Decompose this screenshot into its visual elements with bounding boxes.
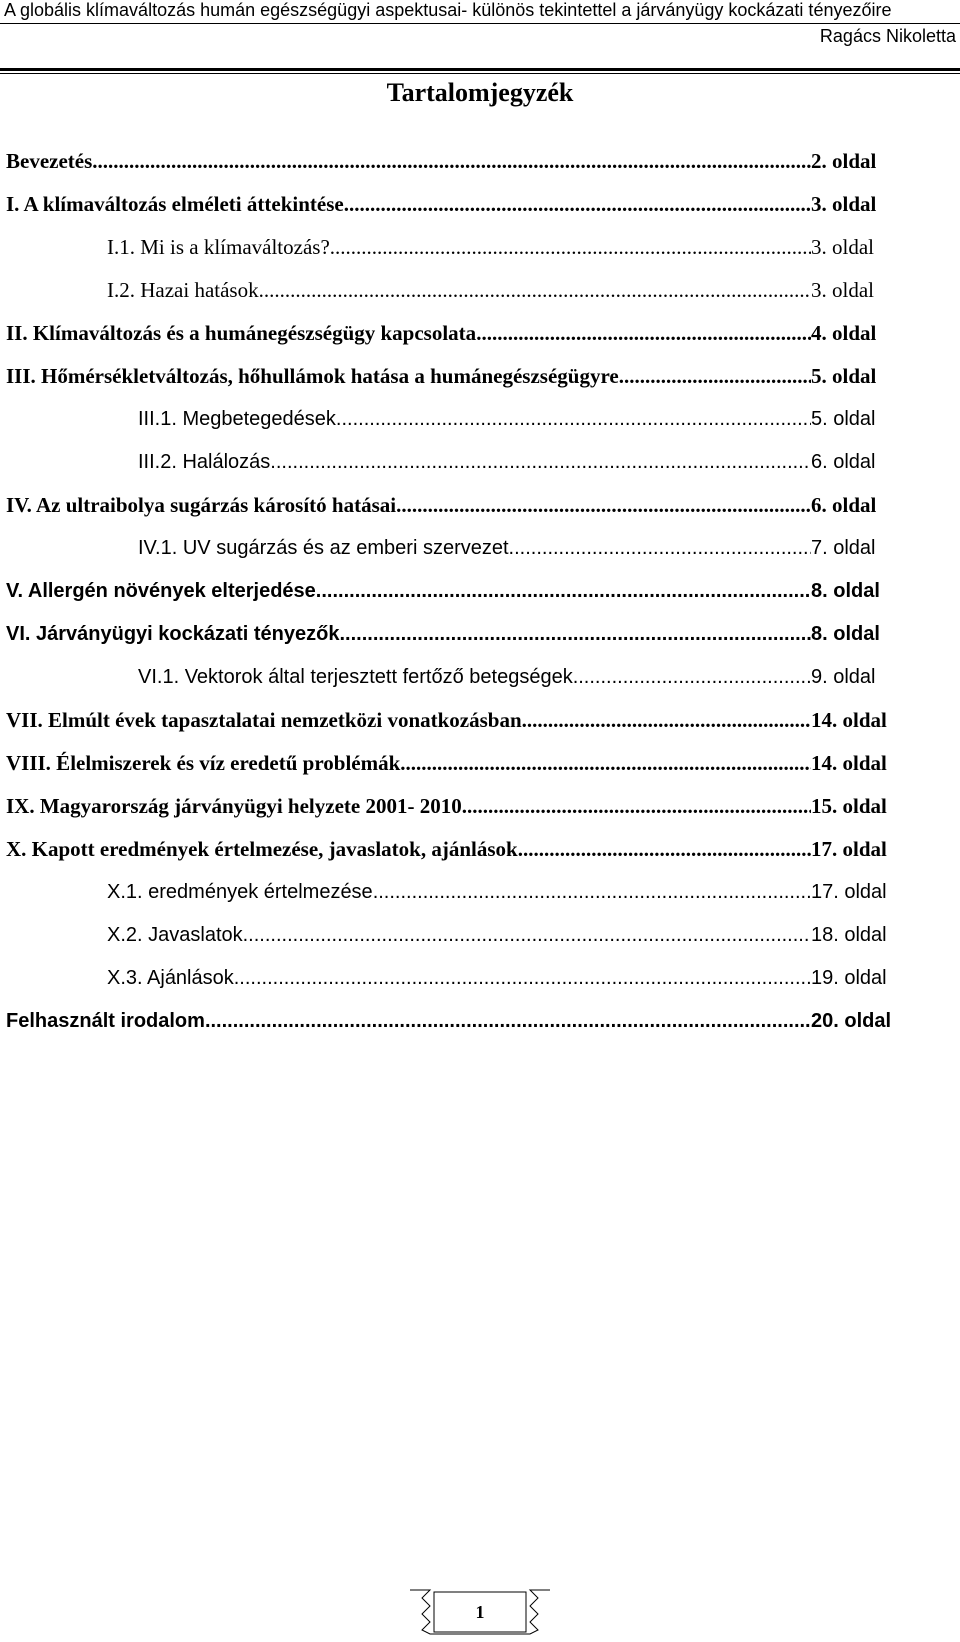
toc-leader-dots	[234, 967, 811, 990]
toc-entry-page: 6. oldal	[811, 450, 876, 473]
toc-leader-dots	[373, 881, 811, 904]
toc-entry[interactable]	[6, 832, 933, 866]
toc-entry[interactable]	[138, 660, 933, 694]
toc-entry[interactable]	[6, 316, 933, 350]
page-number-badge	[410, 1588, 550, 1636]
toc-entry-page: 2. oldal	[811, 148, 877, 173]
toc-entry-page: 7. oldal	[811, 536, 876, 559]
header-divider	[0, 23, 960, 24]
toc-entry[interactable]	[107, 273, 933, 307]
toc-entry-page: 6. oldal	[811, 492, 877, 517]
toc-entry-label: II. Klímaváltozás és a humánegészségügy kapcsolata	[6, 320, 477, 345]
header-rule-thick	[0, 68, 960, 71]
toc-leader-dots	[509, 537, 811, 560]
toc-entry-page: 3. oldal	[811, 234, 874, 259]
toc-entry[interactable]	[107, 230, 933, 264]
toc-leader-dots	[522, 708, 811, 733]
toc-entry-page: 14. oldal	[811, 750, 887, 775]
header-rule-thin	[0, 73, 960, 74]
toc-entry-label: X.3. Ajánlások	[107, 966, 234, 989]
toc-entry-page: 15. oldal	[811, 793, 887, 818]
toc-leader-dots	[619, 364, 811, 389]
toc-entry-label: Bevezetés	[6, 148, 93, 173]
toc-entry[interactable]	[6, 703, 933, 737]
toc-entry[interactable]	[138, 402, 933, 436]
toc-entry-label: IV.1. UV sugárzás és az emberi szervezet	[138, 536, 509, 559]
toc-leader-dots	[330, 235, 811, 260]
toc-entry-label: III.2. Halálozás	[138, 450, 271, 473]
toc-entry-label: I.2. Hazai hatások	[107, 277, 259, 302]
toc-entry-page: 18. oldal	[811, 923, 887, 946]
toc-entry-page: 4. oldal	[811, 320, 877, 345]
toc-entry-page: 3. oldal	[811, 191, 877, 216]
toc-entry[interactable]	[6, 144, 933, 178]
toc-leader-dots	[336, 408, 811, 431]
toc-leader-dots	[205, 1010, 811, 1033]
toc-leader-dots	[340, 623, 812, 646]
toc-entry[interactable]	[6, 1004, 933, 1038]
toc-entry-page: 19. oldal	[811, 966, 887, 989]
toc-leader-dots	[270, 451, 811, 474]
toc-entry[interactable]	[6, 359, 933, 393]
toc-leader-dots	[243, 924, 811, 947]
toc-entry-label: I.1. Mi is a klímaváltozás?	[107, 234, 330, 259]
toc-leader-dots	[573, 666, 811, 689]
page-header	[0, 0, 960, 76]
toc-leader-dots	[476, 321, 811, 346]
toc-entry[interactable]	[6, 574, 933, 608]
toc-entry-page: 14. oldal	[811, 707, 887, 732]
toc-entry-label: VI.1. Vektorok által terjesztett fertőző betegségek	[138, 665, 573, 688]
toc-entry-label: IX. Magyarország járványügyi helyzete 2001- 2010	[6, 793, 462, 818]
toc-entry-label: I. A klímaváltozás elméleti áttekintése	[6, 191, 344, 216]
toc-entry[interactable]	[6, 187, 933, 221]
toc-leader-dots	[316, 580, 811, 603]
toc-leader-dots	[344, 192, 811, 217]
toc-entry-label: V. Allergén növények elterjedése	[6, 579, 316, 602]
toc-entry-page: 5. oldal	[811, 407, 876, 430]
toc-entry-page: 8. oldal	[811, 622, 880, 645]
toc-entry[interactable]	[6, 789, 933, 823]
toc-entry-page: 8. oldal	[811, 579, 880, 602]
toc-entry-label: X.2. Javaslatok	[107, 923, 243, 946]
toc-entry-label: VIII. Élelmiszerek és víz eredetű problémák	[6, 750, 401, 775]
toc-leader-dots	[396, 493, 811, 518]
toc-entry-label: X. Kapott eredmények értelmezése, javaslatok, ajánlások	[6, 836, 518, 861]
document-title: A globális klímaváltozás humán egészségügyi aspektusai- különös tekintettel a járványügy kockázati tényezőire	[4, 0, 892, 20]
toc-leader-dots	[92, 149, 811, 174]
toc-entry-label: X.1. eredmények értelmezése	[107, 880, 373, 903]
toc-leader-dots	[518, 837, 811, 862]
toc-entry-label: VI. Járványügyi kockázati tényezők	[6, 622, 340, 645]
toc-entry-page: 17. oldal	[811, 836, 887, 861]
toc-entry[interactable]	[6, 488, 933, 522]
toc-entry-page: 20. oldal	[811, 1009, 892, 1032]
toc-entry[interactable]	[6, 617, 933, 651]
toc-entry-page: 5. oldal	[811, 363, 877, 388]
toc-entry[interactable]	[107, 961, 933, 995]
toc-entry-label: Felhasznált irodalom	[6, 1009, 205, 1032]
toc-entry-label: IV. Az ultraibolya sugárzás károsító hatásai	[6, 492, 397, 517]
toc-heading: Tartalomjegyzék	[386, 78, 574, 107]
toc-entry[interactable]	[107, 875, 933, 909]
toc-leader-dots	[259, 278, 811, 303]
toc-entry[interactable]	[138, 445, 933, 479]
toc-entry[interactable]	[107, 918, 933, 952]
toc-entry-page: 3. oldal	[811, 277, 874, 302]
page-number: 1	[475, 1602, 485, 1622]
toc-leader-dots	[462, 794, 811, 819]
toc-entry[interactable]	[138, 531, 933, 565]
toc-entry[interactable]	[6, 746, 933, 780]
author-name: Ragács Nikoletta	[819, 26, 956, 46]
toc-leader-dots	[400, 751, 811, 776]
toc-entry-label: III.1. Megbetegedések	[138, 407, 336, 430]
toc-entry-page: 17. oldal	[811, 880, 887, 903]
toc-entry-label: VII. Elmúlt évek tapasztalatai nemzetközi vonatkozásban	[6, 707, 522, 732]
toc-entry-page: 9. oldal	[811, 665, 876, 688]
toc-entry-label: III. Hőmérsékletváltozás, hőhullámok hatása a humánegészségügyre	[6, 363, 619, 388]
